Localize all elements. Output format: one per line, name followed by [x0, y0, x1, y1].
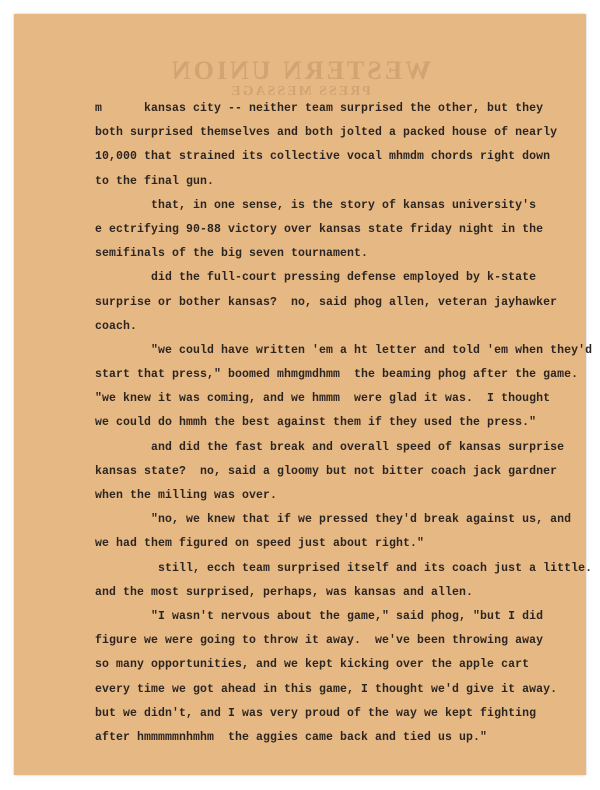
text-line: kansas state? no, said a gloomy but not bitter coach jack gardner: [95, 464, 558, 478]
text-line: e ectrifying 90-88 victory over kansas state friday night in the: [95, 222, 544, 236]
letterhead-title: WESTERN UNION: [168, 56, 432, 85]
text-line: semifinals of the big seven tournament.: [95, 247, 369, 261]
text-line: m kansas city -- neither team surprised the other, but they: [95, 102, 544, 115]
typed-article: [95, 97, 593, 750]
text-line: every time we got ahead in this game, I thought we'd give it away.: [95, 682, 558, 696]
text-line: still, ecch team surprised itself and its coach just a little.: [95, 561, 593, 575]
paper-sheet: [14, 14, 593, 775]
text-line: so many opportunities, and we kept kicking over the apple cart: [95, 658, 530, 672]
letterhead-bleedthrough: [14, 56, 586, 100]
text-line: but we didn't, and I was very proud of the way we kept fighting: [95, 706, 537, 720]
text-line: "we could have written 'em a ht letter and told 'em when they'd: [95, 343, 593, 357]
text-line: coach.: [95, 319, 138, 333]
text-line: start that press," boomed mhmgmdhmm the beaming phog after the game.: [95, 368, 579, 382]
letterhead-subtitle: PRESS MESSAGE: [229, 84, 371, 99]
text-line: 10,000 that strained its collective vocal mhmdm chords right down: [95, 150, 551, 164]
text-line: after hmmmmmnhmhm the aggies came back and tied us up.": [95, 730, 488, 744]
text-line: "we knew it was coming, and we hmmm were glad it was. I thought: [95, 392, 551, 406]
text-line: and did the fast break and overall speed of kansas surprise: [95, 440, 565, 454]
text-line: and the most surprised, perhaps, was kansas and allen.: [95, 585, 474, 599]
text-line: "I wasn't nervous about the game," said phog, "but I did: [95, 609, 544, 623]
text-line: to the final gun.: [95, 174, 215, 188]
text-line: "no, we knew that if we pressed they'd break against us, and: [95, 513, 572, 527]
text-line: both surprised themselves and both jolted a packed house of nearly: [95, 126, 558, 140]
text-line: that, in one sense, is the story of kansas university's: [95, 198, 537, 212]
text-line: when the milling was over.: [95, 489, 278, 502]
text-line: we could do hmmh the best against them if they used the press.": [95, 416, 537, 430]
text-line: did the full-court pressing defense employed by k-state: [95, 271, 537, 285]
text-line: figure we were going to throw it away. we've been throwing away: [95, 634, 544, 648]
text-line: surprise or bother kansas? no, said phog allen, veteran jayhawker: [95, 295, 558, 309]
text-line: we had them figured on speed just about right.": [95, 537, 425, 551]
